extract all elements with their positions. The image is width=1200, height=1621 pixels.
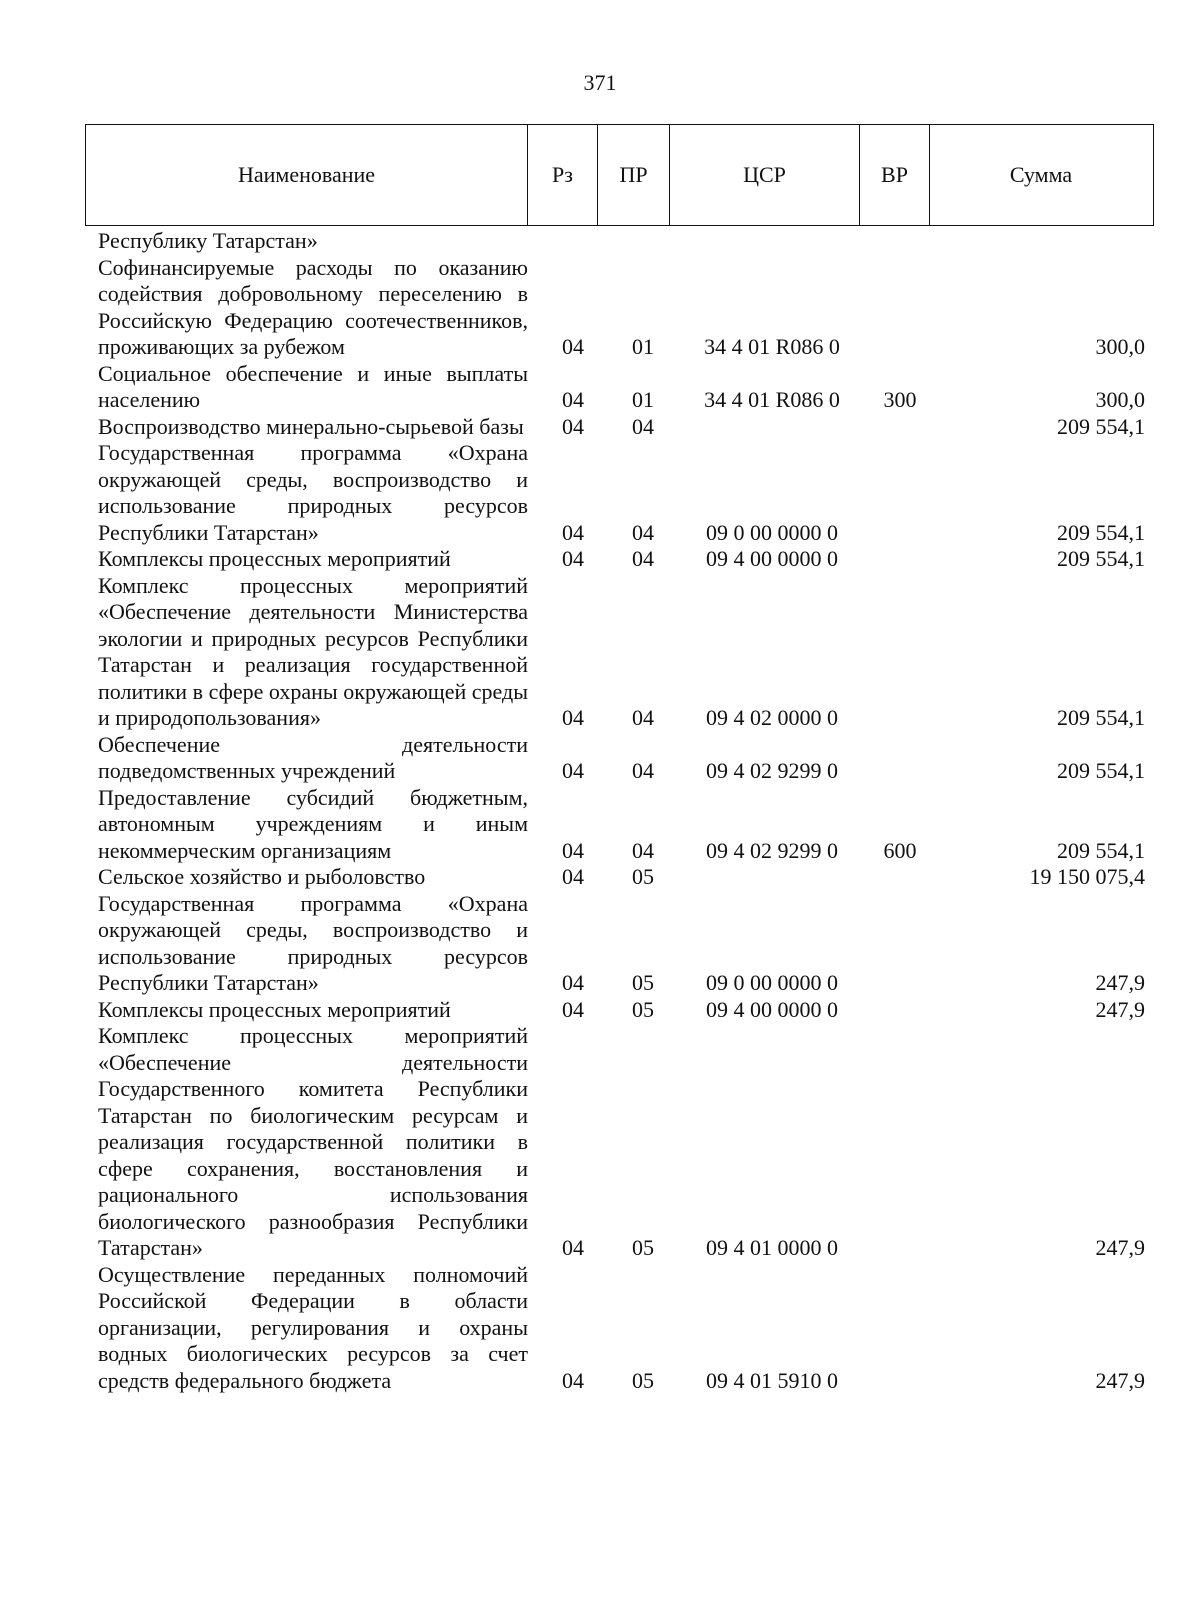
row-pr: 04 bbox=[632, 413, 654, 439]
row-vr: 300 bbox=[883, 387, 917, 412]
row-sum: 209 554,1 bbox=[1057, 413, 1145, 439]
table-header bbox=[85, 124, 1154, 226]
row-pr: 04 bbox=[632, 837, 654, 863]
row-pr: 04 bbox=[632, 546, 654, 571]
row-rz: 04 bbox=[562, 837, 584, 863]
page-number: 371 bbox=[583, 70, 617, 95]
row-csr: 09 4 01 0000 0 bbox=[706, 1235, 838, 1260]
table-row bbox=[0, 785, 1200, 865]
row-name: Осуществление переданных полномочий Российской Федерации в области организации, регулирования и охраны водных биологических ресурсов за счет средств федерального бюджета bbox=[98, 1261, 528, 1393]
row-pr: 05 bbox=[632, 1235, 654, 1260]
row-rz: 04 bbox=[562, 334, 584, 359]
row-name: Предоставление субсидий бюджетным, автономным учреждениям и иным некоммерческим организациям bbox=[98, 784, 528, 863]
row-pr: 05 bbox=[632, 970, 654, 995]
row-sum: 209 554,1 bbox=[1057, 519, 1145, 545]
row-sum: 209 554,1 bbox=[1057, 546, 1145, 571]
row-name: Комплексы процессных мероприятий bbox=[98, 546, 451, 571]
row-vr: 600 bbox=[883, 837, 917, 863]
header-name: Наименование bbox=[86, 125, 528, 225]
header-vr: ВР bbox=[860, 125, 930, 225]
row-rz: 04 bbox=[562, 970, 584, 995]
row-csr: 09 4 02 9299 0 bbox=[706, 837, 838, 863]
row-name: Комплекс процессных мероприятий «Обеспечение деятельности Государственного комитета Республики Татарстан по биологическим ресурсам и реализация государственной политики в сфере сохранения, восстановления и рационального использования биологического разнообразия Республики Татарстан» bbox=[98, 1023, 528, 1260]
row-csr: 09 0 00 0000 0 bbox=[706, 519, 838, 545]
row-sum: 209 554,1 bbox=[1057, 837, 1145, 863]
row-csr: 09 4 01 5910 0 bbox=[706, 1367, 838, 1393]
table-row bbox=[0, 546, 1200, 573]
row-rz: 04 bbox=[562, 413, 584, 439]
table-row bbox=[0, 864, 1200, 891]
table-row bbox=[0, 361, 1200, 414]
row-name: Социальное обеспечение и иные выплаты населению bbox=[98, 360, 528, 412]
row-sum: 209 554,1 bbox=[1057, 705, 1145, 730]
row-rz: 04 bbox=[562, 864, 584, 889]
row-csr: 09 4 02 0000 0 bbox=[706, 705, 838, 730]
table-row bbox=[0, 414, 1200, 441]
row-csr: 09 4 00 0000 0 bbox=[706, 996, 838, 1022]
row-name: Государственная программа «Охрана окружающей среды, воспроизводство и использование природных ресурсов Республики Татарстан» bbox=[98, 890, 528, 995]
row-name: Республику Татарстан» bbox=[98, 228, 318, 253]
header-csr: ЦСР bbox=[670, 125, 860, 225]
row-rz: 04 bbox=[562, 705, 584, 730]
row-rz: 04 bbox=[562, 1235, 584, 1260]
table-row bbox=[0, 228, 1200, 255]
row-pr: 05 bbox=[632, 1367, 654, 1393]
row-pr: 01 bbox=[632, 387, 654, 412]
row-rz: 04 bbox=[562, 758, 584, 783]
table-row bbox=[0, 891, 1200, 997]
row-sum: 247,9 bbox=[1095, 996, 1145, 1022]
row-name: Комплексы процессных мероприятий bbox=[98, 996, 451, 1022]
row-rz: 04 bbox=[562, 1367, 584, 1393]
row-csr: 34 4 01 R086 0 bbox=[704, 387, 840, 412]
row-sum: 247,9 bbox=[1095, 970, 1145, 995]
table-row bbox=[0, 1023, 1200, 1262]
row-rz: 04 bbox=[562, 996, 584, 1022]
row-sum: 209 554,1 bbox=[1057, 758, 1145, 783]
row-csr: 09 0 00 0000 0 bbox=[706, 970, 838, 995]
row-sum: 247,9 bbox=[1095, 1367, 1145, 1393]
row-sum: 300,0 bbox=[1095, 334, 1145, 359]
row-pr: 04 bbox=[632, 519, 654, 545]
row-name: Воспроизводство минерально-сырьевой базы bbox=[98, 413, 524, 439]
row-pr: 05 bbox=[632, 996, 654, 1022]
row-pr: 05 bbox=[632, 864, 654, 889]
row-pr: 01 bbox=[632, 334, 654, 359]
table-row bbox=[0, 997, 1200, 1024]
row-sum: 19 150 075,4 bbox=[1029, 864, 1145, 889]
row-csr: 34 4 01 R086 0 bbox=[704, 334, 840, 359]
table-row bbox=[0, 440, 1200, 546]
row-name: Государственная программа «Охрана окружающей среды, воспроизводство и использование природных ресурсов Республики Татарстан» bbox=[98, 440, 528, 545]
header-rz: Рз bbox=[528, 125, 598, 225]
table-row bbox=[0, 1262, 1200, 1395]
row-csr: 09 4 00 0000 0 bbox=[706, 546, 838, 571]
row-pr: 04 bbox=[632, 705, 654, 730]
row-rz: 04 bbox=[562, 387, 584, 412]
header-pr: ПР bbox=[598, 125, 670, 225]
table-row bbox=[0, 732, 1200, 785]
row-rz: 04 bbox=[562, 519, 584, 545]
row-sum: 300,0 bbox=[1095, 387, 1145, 412]
row-name: Обеспечение деятельности подведомственных учреждений bbox=[98, 731, 528, 783]
header-sum: Сумма bbox=[1009, 161, 1073, 187]
row-csr: 09 4 02 9299 0 bbox=[706, 758, 838, 783]
row-pr: 04 bbox=[632, 758, 654, 783]
table-row bbox=[0, 255, 1200, 361]
table-row bbox=[0, 573, 1200, 732]
row-sum: 247,9 bbox=[1095, 1235, 1145, 1260]
row-rz: 04 bbox=[562, 546, 584, 571]
table-body bbox=[0, 228, 1200, 1394]
row-name: Сельское хозяйство и рыболовство bbox=[98, 864, 426, 889]
row-name: Софинансируемые расходы по оказанию содействия добровольному переселению в Российскую Федерацию соотечественников, проживающих за рубежом bbox=[98, 254, 528, 359]
row-name: Комплекс процессных мероприятий «Обеспечение деятельности Министерства экологии и природных ресурсов Республики Татарстан и реализация государственной политики в сфере охраны окружающей среды и природопользования» bbox=[98, 572, 528, 730]
